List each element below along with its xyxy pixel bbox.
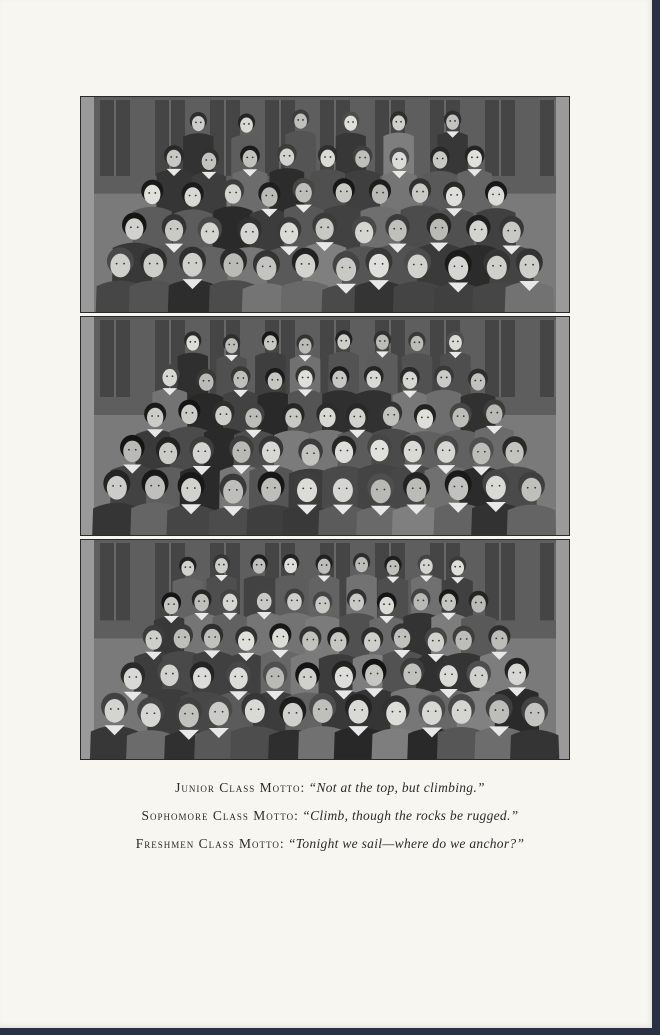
freshmen-class-photo: [80, 539, 570, 760]
class-mottos: [60, 780, 600, 865]
junior-class-motto: [60, 780, 600, 796]
sophomore-class-motto: [60, 808, 600, 824]
junior-class-photo: [80, 96, 570, 313]
junior-motto-quote: “Not at the top, but climbing.”: [308, 780, 485, 795]
sophomore-motto-quote: “Climb, though the rocks be rugged.”: [302, 808, 519, 824]
freshmen-motto-quote: “Tonight we sail—where do we anchor?”: [288, 836, 525, 852]
sophomore-class-photo-drawing: [80, 316, 570, 536]
junior-class-photo-drawing: [80, 96, 570, 313]
freshmen-class-photo-drawing: [80, 539, 570, 760]
junior-motto-label: Junior Class Motto:: [175, 780, 306, 795]
freshmen-class-motto: [60, 836, 600, 852]
sophomore-motto-label: Sophomore Class Motto:: [141, 808, 299, 824]
freshmen-motto-label: Freshmen Class Motto:: [135, 836, 285, 852]
sophomore-class-photo: [80, 316, 570, 536]
